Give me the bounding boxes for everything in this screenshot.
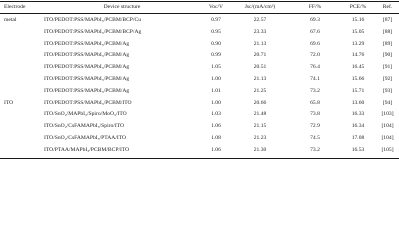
cell-ff: 76.4 [310, 64, 320, 71]
cell-electrode: ITO [4, 99, 14, 106]
cell-jsc: 23.33 [253, 28, 267, 35]
cell-structure: ITO/SnO₂/MAPbI₃/Spiro/MoO₃/ITO [44, 111, 127, 118]
cell-ff: 69.6 [310, 40, 320, 47]
table-header [0, 2, 399, 13]
cell-jsc: 20.66 [253, 99, 267, 106]
cell-pce: 14.76 [351, 52, 365, 59]
cell-ff: 74.1 [310, 76, 320, 82]
header-jsc: Jsc/(mA/cm²) [244, 4, 276, 10]
cell-ref: [92] [382, 76, 393, 82]
cell-voc: 0.90 [211, 40, 221, 47]
cell-ff: 69.3 [310, 17, 320, 23]
cell-ref: [91] [382, 64, 393, 71]
cell-ff: 65.8 [310, 99, 320, 106]
cell-pce: 16.34 [351, 123, 365, 130]
cell-ff: 72.0 [310, 52, 320, 59]
cell-ff: 73.2 [310, 87, 320, 94]
cell-voc: 1.01 [211, 87, 221, 94]
cell-structure: ITO/PEDOT:PSS/MAPbI₃/PCBM/Ag [44, 52, 130, 59]
table-row [0, 15, 399, 26]
cell-ref: [89] [382, 40, 393, 47]
cell-structure: ITO/PEDOT:PSS/MAPbI₃/PCBM/Ag [44, 64, 130, 71]
cell-pce: 16.53 [351, 146, 365, 153]
cell-ff: 74.5 [310, 135, 320, 141]
cell-voc: 0.97 [211, 17, 221, 23]
cell-pce: 13.60 [351, 99, 365, 106]
cell-structure: ITO/PEDOT:PSS/MAPbI₃/PCBM/Ag [44, 40, 130, 47]
table-row [0, 98, 399, 109]
cell-voc: 1.00 [211, 99, 221, 106]
header-ref: Ref. [382, 4, 393, 10]
table-row [0, 133, 399, 144]
cell-ref: [93] [382, 87, 393, 94]
cell-voc: 1.06 [211, 146, 221, 153]
table-row [0, 86, 399, 97]
table-row [0, 50, 399, 61]
cell-ref: [88] [382, 28, 393, 35]
cell-jsc: 21.30 [253, 146, 267, 153]
cell-pce: 13.29 [351, 40, 365, 47]
cell-pce: 16.45 [351, 64, 365, 71]
cell-pce: 16.33 [351, 111, 365, 118]
cell-jsc: 22.57 [253, 17, 267, 23]
cell-electrode: metal [4, 17, 17, 23]
table-row [0, 74, 399, 85]
cell-voc: 0.99 [211, 52, 221, 59]
cell-pce: 15.66 [351, 76, 365, 82]
cell-jsc: 21.48 [253, 111, 267, 118]
table-row [0, 62, 399, 73]
header-voc: Voc/V [208, 4, 224, 10]
cell-voc: 1.03 [211, 111, 221, 118]
cell-ff: 72.9 [310, 123, 320, 130]
cell-ref: [94] [382, 99, 393, 106]
cell-voc: 1.08 [211, 135, 221, 141]
cell-structure: ITO/PEDOT:PSS/MAPbI₃/PCBM/BCP/Cu [44, 17, 142, 23]
cell-ff: 73.8 [310, 111, 320, 118]
cell-jsc: 21.13 [253, 76, 267, 82]
cell-structure: ITO/PTAA/MAPbI₃/PCBM/BCP/ITO [44, 146, 130, 153]
header-pce: PCE/% [349, 4, 367, 10]
table-row [0, 121, 399, 132]
table-row [0, 27, 399, 38]
table-row [0, 39, 399, 50]
cell-structure: ITO/PEDOT:PSS/MAPbI₃/PCBM/BCP/Ag [44, 28, 142, 35]
cell-pce: 15.05 [351, 28, 365, 35]
cell-structure: ITO/PEDOT:PSS/MAPbI₃/PCBM/Ag [44, 87, 130, 94]
cell-jsc: 21.25 [253, 87, 267, 94]
cell-ff: 67.6 [310, 28, 320, 35]
table-row [0, 145, 399, 156]
cell-pce: 15.71 [351, 87, 365, 94]
bottom-rule [0, 158, 399, 159]
cell-voc: 1.05 [211, 64, 221, 71]
cell-ref: [105] [381, 146, 394, 153]
cell-ref: [104] [381, 123, 394, 130]
cell-ref: [103] [381, 111, 394, 118]
cell-ref: [90] [382, 52, 393, 59]
cell-structure: ITO/PEDOT:PSS/MAPbI₃/PCBM/ITO [44, 99, 132, 106]
table-row [0, 109, 399, 120]
cell-jsc: 20.51 [253, 64, 267, 71]
cell-structure: ITO/PEDOT:PSS/MAPbI₃/PCBM/Ag [44, 76, 130, 82]
cell-pce: 17.08 [351, 135, 365, 141]
cell-voc: 1.00 [211, 76, 221, 82]
header-electrode: Electrode [4, 4, 26, 10]
cell-pce: 15.16 [351, 17, 365, 23]
cell-jsc: 20.71 [253, 52, 267, 59]
cell-jsc: 21.13 [253, 40, 267, 47]
header-structure: Device structure [103, 4, 141, 10]
cell-ff: 73.2 [310, 146, 320, 153]
cell-voc: 0.95 [211, 28, 221, 35]
cell-jsc: 21.15 [253, 123, 267, 130]
cell-voc: 1.06 [211, 123, 221, 130]
cell-ref: [104] [381, 135, 394, 141]
cell-structure: ITO/SnO₂/CsFAMAPbI₃/Spiro/ITO [44, 123, 125, 130]
cell-jsc: 21.23 [253, 135, 267, 141]
header-ff: FF/% [308, 4, 322, 10]
cell-ref: [87] [382, 17, 393, 23]
header-rule [0, 13, 399, 14]
cell-structure: ITO/SnO₂/CsFAMAPbI₃/PTAA/ITO [44, 135, 127, 141]
